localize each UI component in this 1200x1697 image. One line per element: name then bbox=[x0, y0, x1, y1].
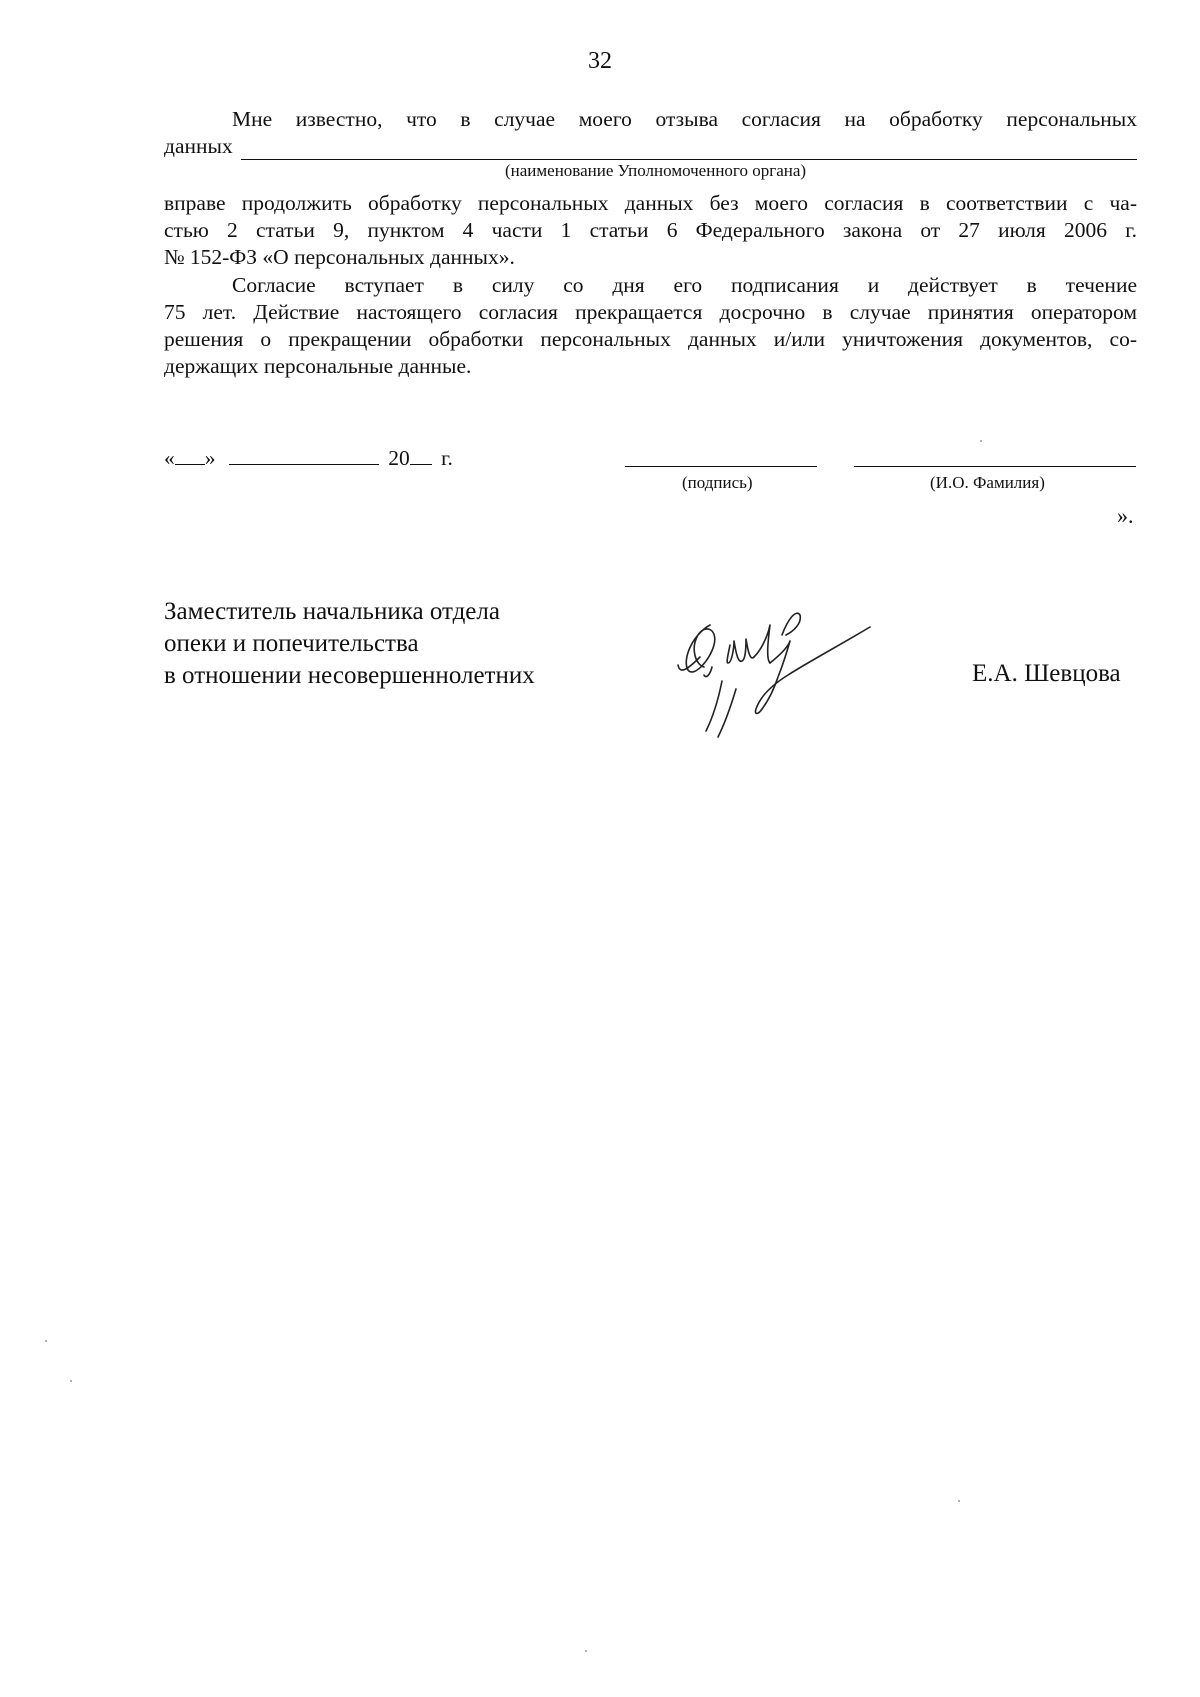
date-open-quote: « bbox=[164, 446, 175, 470]
year-blank bbox=[410, 446, 432, 465]
page-number: 32 bbox=[588, 48, 612, 74]
authority-name-caption: (наименование Уполномоченного органа) bbox=[505, 161, 807, 180]
date-close-quote: » bbox=[204, 446, 216, 470]
day-blank bbox=[175, 446, 205, 465]
signature-caption: (подпись) bbox=[682, 473, 753, 492]
scan-speck bbox=[45, 1340, 47, 1342]
full-name-caption: (И.О. Фамилия) bbox=[930, 473, 1045, 492]
scan-speck bbox=[585, 1650, 587, 1652]
paragraph-line: решения о прекращении обработки персональных данных и/или уничтожения документов, со- bbox=[164, 327, 1137, 351]
paragraph-line: стью 2 статьи 9, пунктом 4 части 1 статьи 6 Федерального закона от 27 июля 2006 г. bbox=[164, 218, 1137, 242]
paragraph-line: 75 лет. Действие настоящего согласия прекращается досрочно в случае принятия оператором bbox=[164, 300, 1137, 324]
authority-name-blank bbox=[241, 139, 1137, 160]
position-line: в отношении несовершеннолетних bbox=[164, 662, 535, 689]
signature-blank bbox=[625, 466, 817, 467]
full-name-blank bbox=[854, 466, 1136, 467]
handwritten-signature bbox=[670, 605, 880, 745]
paragraph-line: вправе продолжить обработку персональных данных без моего согласия в соответствии с ча- bbox=[164, 191, 1137, 215]
official-position bbox=[164, 596, 535, 692]
official-name: Е.А. Шевцова bbox=[972, 660, 1121, 687]
position-line: Заместитель начальника отдела bbox=[164, 598, 500, 625]
position-line: опеки и попечительства bbox=[164, 630, 419, 657]
consent-withdrawal-paragraph bbox=[164, 106, 1137, 160]
year-suffix: г. bbox=[441, 446, 453, 470]
paragraph-line: № 152-ФЗ «О персональных данных». bbox=[164, 245, 515, 269]
authority-blank-row bbox=[164, 133, 1137, 160]
paragraph-line: Мне известно, что в случае моего отзыва согласия на обработку персональных bbox=[232, 107, 1137, 131]
consent-term-paragraph bbox=[164, 272, 1137, 380]
scan-speck bbox=[70, 1380, 72, 1382]
scan-speck bbox=[958, 1500, 960, 1502]
year-prefix: 20 bbox=[388, 446, 410, 470]
closing-quote: ». bbox=[1117, 503, 1134, 528]
paragraph-line: данных bbox=[164, 134, 233, 158]
scan-speck bbox=[980, 440, 982, 442]
month-blank bbox=[229, 446, 379, 465]
paragraph-line: Согласие вступает в силу со дня его подписания и действует в течение bbox=[232, 273, 1137, 297]
date-field bbox=[164, 446, 453, 471]
paragraph-line: держащих персональные данные. bbox=[164, 354, 472, 378]
consent-withdrawal-paragraph-continued bbox=[164, 190, 1137, 271]
